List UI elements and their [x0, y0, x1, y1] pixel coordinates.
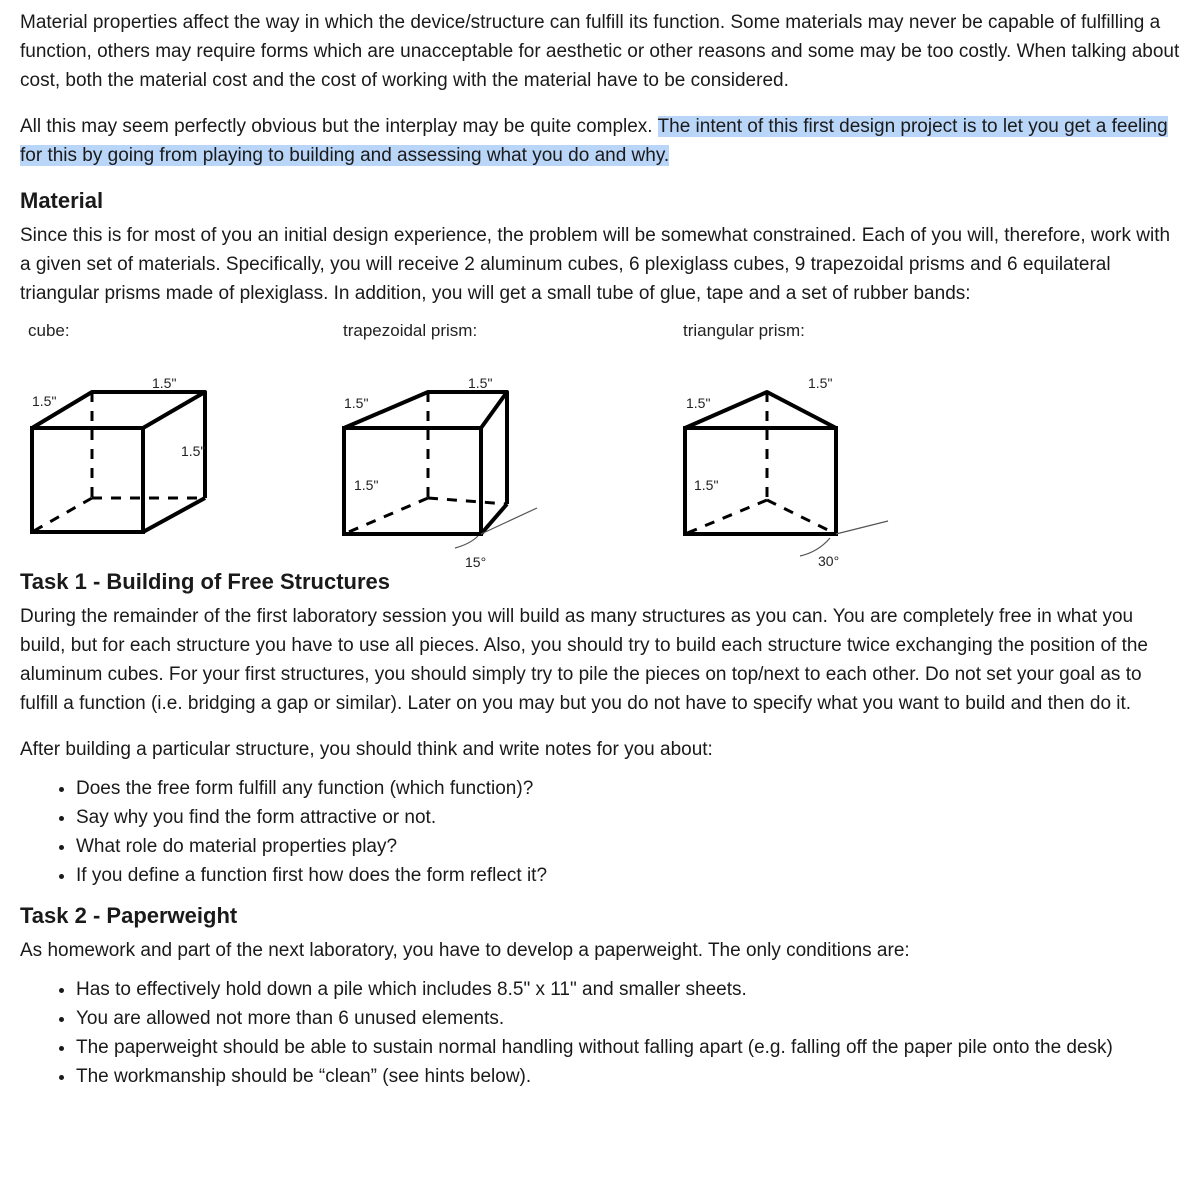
- trapezoidal-prism-diagram: [343, 321, 537, 568]
- trapezoidal-angle: 15°: [465, 554, 487, 568]
- list-item: • Does the free form fulfill any function (which function)?: [76, 774, 1180, 803]
- task2-bullet-list: [20, 975, 1180, 1091]
- intro-paragraph-2-text: All this may seem perfectly obvious but the interplay may be quite complex.: [20, 116, 658, 137]
- list-item: • You are allowed not more than 6 unused elements.: [76, 1004, 1180, 1033]
- task1-heading: Task 1 - Building of Free Structures: [20, 569, 390, 594]
- list-item: • The workmanship should be “clean” (see hints below).: [76, 1062, 1180, 1091]
- cube-label: cube:: [28, 321, 70, 340]
- shape-figures: [20, 316, 1180, 568]
- triangular-dim-front: 1.5": [694, 477, 719, 493]
- cube-dim-top: 1.5": [152, 375, 177, 391]
- material-heading: Material: [20, 188, 104, 213]
- list-item: • Has to effectively hold down a pile which includes 8.5" x 11" and smaller sheets.: [76, 975, 1180, 1004]
- material-paragraph: Since this is for most of you an initial design experience, the problem will be somewhat constrained. Each of you will, therefore, work with a given set of materials. Specifically, you will receive 2 aluminum cubes, 6 plexiglass cubes, 9 trapezoidal prisms and 6 equilateral triangular prisms made of plexiglass. In addition, you will get a small tube of glue, tape and a set of rubber bands:: [20, 225, 1171, 304]
- triangular-prism-diagram: [683, 321, 888, 568]
- triangular-prism-label: triangular prism:: [683, 321, 805, 340]
- triangular-dim-top: 1.5": [808, 375, 833, 391]
- list-item: • The paperweight should be able to sustain normal handling without falling apart (e.g. falling off the paper pile onto the desk): [76, 1033, 1180, 1062]
- list-item: • What role do material properties play?: [76, 832, 1180, 861]
- shape-diagrams: [20, 316, 1180, 568]
- trapezoidal-dim-front: 1.5": [354, 477, 379, 493]
- triangular-angle: 30°: [818, 553, 840, 568]
- document-page: [20, 8, 1180, 1103]
- trapezoidal-dim-top: 1.5": [468, 375, 493, 391]
- task1-bullet-list: [20, 774, 1180, 890]
- intro-paragraph-2: [20, 112, 1180, 170]
- task2-heading: Task 2 - Paperweight: [20, 903, 238, 928]
- task1-paragraph: During the remainder of the first laboratory session you will build as many structures as you can. You are completely free in what you build, but for each structure you have to use all pieces. Also, you should try to build each structure twice exchanging the position of the aluminum cubes. For your first structures, you should simply try to pile the pieces on top/next to each other. Do not set your goal as to fulfill a function (i.e. bridging a gap or similar). Later on you may but you do not have to specify what you want to build and then do it.: [20, 606, 1148, 714]
- cube-dim-left: 1.5": [32, 393, 57, 409]
- cube-diagram: [28, 321, 205, 532]
- intro-paragraph-1: Material properties affect the way in which the device/structure can fulfill its function. Some materials may never be capable of fulfilling a function, others may require forms which are unacceptable for aesthetic or other reasons and some may be too costly. When talking about cost, both the material cost and the cost of working with the material have to be considered.: [20, 12, 1180, 91]
- trapezoidal-dim-left: 1.5": [344, 395, 369, 411]
- list-item: • Say why you find the form attractive or not.: [76, 803, 1180, 832]
- selected-text-highlight[interactable]: The intent of this first design project is to let you get a feeling for this by going from playing to building and assessing what you do and why.: [20, 116, 1168, 166]
- task1-notes-intro: After building a particular structure, you should think and write notes for you about:: [20, 739, 713, 760]
- task2-paragraph: As homework and part of the next laboratory, you have to develop a paperweight. The only conditions are:: [20, 940, 910, 961]
- triangular-dim-left: 1.5": [686, 395, 711, 411]
- trapezoidal-prism-label: trapezoidal prism:: [343, 321, 478, 340]
- cube-dim-right: 1.5": [181, 443, 206, 459]
- list-item: • If you define a function first how does the form reflect it?: [76, 861, 1180, 890]
